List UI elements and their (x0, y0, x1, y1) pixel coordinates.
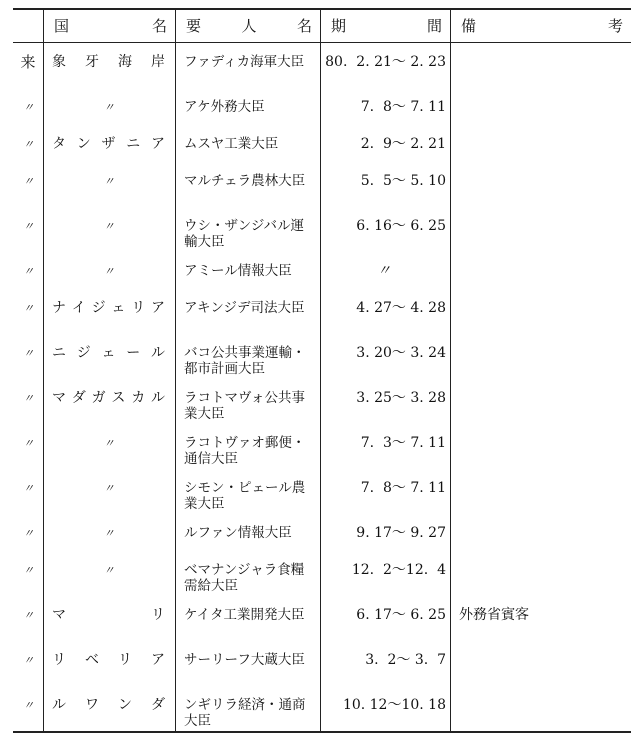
row-person: ラコトマヴォ公共事業大臣 (176, 379, 321, 424)
row-country: 象 牙 海 岸 (44, 43, 176, 89)
row-kind: 〃 (13, 641, 44, 686)
row-remarks (451, 252, 632, 289)
row-kind: 〃 (13, 686, 44, 732)
row-remarks (451, 43, 632, 89)
row-person: ンギリラ経済・通商大臣 (176, 686, 321, 732)
row-kind: 〃 (13, 88, 44, 125)
row-person: ムスヤ工業大臣 (176, 125, 321, 162)
row-country: マ ダ ガ ス カ ル (44, 379, 176, 424)
row-period: 7. 3〜 7. 11 (321, 424, 451, 469)
row-person: ベマナンジャラ食糧需給大臣 (176, 551, 321, 596)
row-kind: 〃 (13, 289, 44, 334)
header-country: 国 名 (44, 9, 176, 43)
table-row (13, 686, 631, 732)
row-country: 〃 (44, 162, 176, 207)
row-remarks (451, 514, 632, 551)
row-kind: 来 (13, 43, 44, 89)
row-period: 3. 20〜 3. 24 (321, 334, 451, 379)
row-period: 5. 5〜 5. 10 (321, 162, 451, 207)
table-row (13, 596, 631, 641)
row-period: 6. 17〜 6. 25 (321, 596, 451, 641)
row-kind: 〃 (13, 162, 44, 207)
table-row (13, 379, 631, 424)
table-row (13, 334, 631, 379)
header-person: 要 人 名 (176, 9, 321, 43)
row-kind: 〃 (13, 252, 44, 289)
row-remarks (451, 469, 632, 514)
row-country: ナ イ ジ ェ リ ア (44, 289, 176, 334)
table-row (13, 469, 631, 514)
row-period: 6. 16〜 6. 25 (321, 207, 451, 252)
row-period: 7. 8〜 7. 11 (321, 88, 451, 125)
row-kind: 〃 (13, 551, 44, 596)
row-person: シモン・ピェール農業大臣 (176, 469, 321, 514)
row-period: 2. 9〜 2. 21 (321, 125, 451, 162)
row-period: 9. 17〜 9. 27 (321, 514, 451, 551)
row-country: 〃 (44, 551, 176, 596)
table-row (13, 641, 631, 686)
row-kind: 〃 (13, 207, 44, 252)
row-period: 10. 12〜10. 18 (321, 686, 451, 732)
visitors-table (13, 8, 631, 733)
row-country: 〃 (44, 469, 176, 514)
row-person: ファディカ海軍大臣 (176, 43, 321, 89)
table-row (13, 514, 631, 551)
row-remarks (451, 424, 632, 469)
header-remarks: 備 考 (451, 9, 632, 43)
header-kind (13, 9, 44, 43)
row-kind: 〃 (13, 424, 44, 469)
row-remarks (451, 289, 632, 334)
header-period: 期 間 (321, 9, 451, 43)
table-row (13, 289, 631, 334)
row-person: ウシ・ザンジバル運輸大臣 (176, 207, 321, 252)
row-person: バコ公共事業運輸・都市計画大臣 (176, 334, 321, 379)
table-row (13, 125, 631, 162)
table-row (13, 207, 631, 252)
table-row (13, 162, 631, 207)
row-period: 〃 (321, 252, 451, 289)
row-country: 〃 (44, 252, 176, 289)
row-country: 〃 (44, 88, 176, 125)
row-country: タ ン ザ ニ ア (44, 125, 176, 162)
row-person: ラコトヴァオ郵便・通信大臣 (176, 424, 321, 469)
table-row (13, 424, 631, 469)
row-period: 3. 25〜 3. 28 (321, 379, 451, 424)
row-remarks (451, 162, 632, 207)
row-remarks (451, 379, 632, 424)
row-kind: 〃 (13, 514, 44, 551)
row-kind: 〃 (13, 125, 44, 162)
row-period: 80. 2. 21〜 2. 23 (321, 43, 451, 89)
row-remarks (451, 686, 632, 732)
row-country: ル ワ ン ダ (44, 686, 176, 732)
row-kind: 〃 (13, 596, 44, 641)
row-country: マ リ (44, 596, 176, 641)
row-kind: 〃 (13, 379, 44, 424)
row-kind: 〃 (13, 469, 44, 514)
row-country: ニ ジ ェ ー ル (44, 334, 176, 379)
row-person: ルファン情報大臣 (176, 514, 321, 551)
row-country: リ ベ リ ア (44, 641, 176, 686)
row-country: 〃 (44, 424, 176, 469)
table-row (13, 43, 631, 89)
row-remarks (451, 551, 632, 596)
row-period: 3. 2〜 3. 7 (321, 641, 451, 686)
row-person: アミール情報大臣 (176, 252, 321, 289)
row-period: 4. 27〜 4. 28 (321, 289, 451, 334)
row-person: ケイタ工業開発大臣 (176, 596, 321, 641)
row-remarks (451, 88, 632, 125)
row-remarks: 外務省賓客 (459, 607, 529, 623)
table-row (13, 252, 631, 289)
row-remarks (451, 125, 632, 162)
row-country: 〃 (44, 207, 176, 252)
row-remarks (451, 334, 632, 379)
table-row (13, 88, 631, 125)
row-period: 7. 8〜 7. 11 (321, 469, 451, 514)
table-header-row (13, 9, 631, 43)
row-person: マルチェラ農林大臣 (176, 162, 321, 207)
row-remarks (451, 207, 632, 252)
row-person: サーリーフ大蔵大臣 (176, 641, 321, 686)
row-period: 12. 2〜12. 4 (321, 551, 451, 596)
table-row (13, 551, 631, 596)
row-country: 〃 (44, 514, 176, 551)
row-person: アケ外務大臣 (176, 88, 321, 125)
row-kind: 〃 (13, 334, 44, 379)
row-remarks (451, 641, 632, 686)
row-person: アキンジデ司法大臣 (176, 289, 321, 334)
